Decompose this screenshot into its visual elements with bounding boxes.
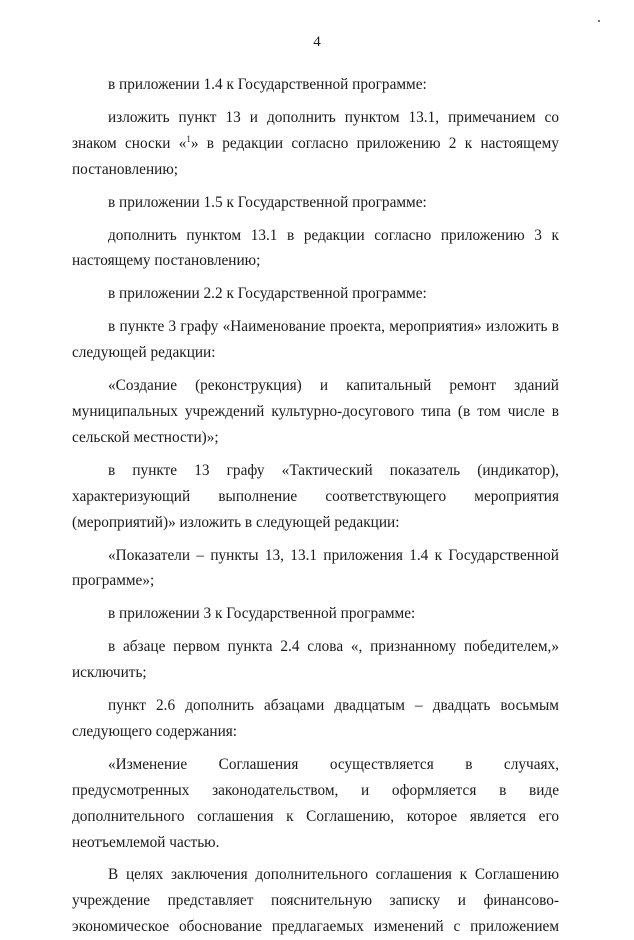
paragraph: пункт 2.6 дополнить абзацами двадцатым – двадцать восьмым следующего содержания: (72, 697, 559, 740)
scan-speck (598, 20, 600, 22)
paragraph (72, 105, 559, 183)
paragraph: в приложении 1.4 к Государственной программе: (108, 76, 427, 93)
paragraph: в пункте 13 графу «Тактический показатель (индикатор), характеризующий выполнение соответствующего мероприятия (мероприятий)» изложить в следующей редакции: (72, 461, 559, 531)
paragraph: «Изменение Соглашения осуществляется в случаях, предусмотренных законодательством, и оформляется в виде дополнительного соглашения к Соглашению, которое является его неотъемлемой частью. (72, 755, 559, 851)
paragraph-text: изложить пункт 13 и дополнить пунктом 13.1, примечанием со знаком сноски « (72, 108, 559, 152)
paragraph: В целях заключения дополнительного соглашения к Соглашению учреждение представляет пояснительную записку и финансово-экономическое обоснование предлагаемых изменений с приложением (72, 866, 559, 936)
page-number: 4 (313, 34, 321, 50)
document-body (72, 72, 559, 940)
footnote-marker: 1 (186, 133, 191, 144)
paragraph: в приложении 1.5 к Государственной программе: (108, 193, 427, 211)
paragraph: в абзаце первом пункта 2.4 слова «, признанному победителем,» исключить; (72, 638, 559, 682)
paragraph: «Показатели – пункты 13, 13.1 приложения 1.4 к Государственной программе»; (72, 546, 559, 590)
paragraph: «Создание (реконструкция) и капитальный ремонт зданий муниципальных учреждений культурно-досугового типа (в том числе в сельской местности)»; (72, 377, 559, 446)
paragraph: в пункте 3 графу «Наименование проекта, мероприятия» изложить в следующей редакции: (72, 318, 559, 362)
paragraph: в приложении 2.2 к Государственной программе: (108, 285, 427, 303)
paragraph: дополнить пунктом 13.1 в редакции согласно приложению 3 к настоящему постановлению; (72, 226, 559, 270)
paragraph: в приложении 3 к Государственной программе: (108, 605, 416, 623)
paragraph-text: » в редакции согласно приложению 2 к настоящему постановлению; (72, 134, 559, 178)
